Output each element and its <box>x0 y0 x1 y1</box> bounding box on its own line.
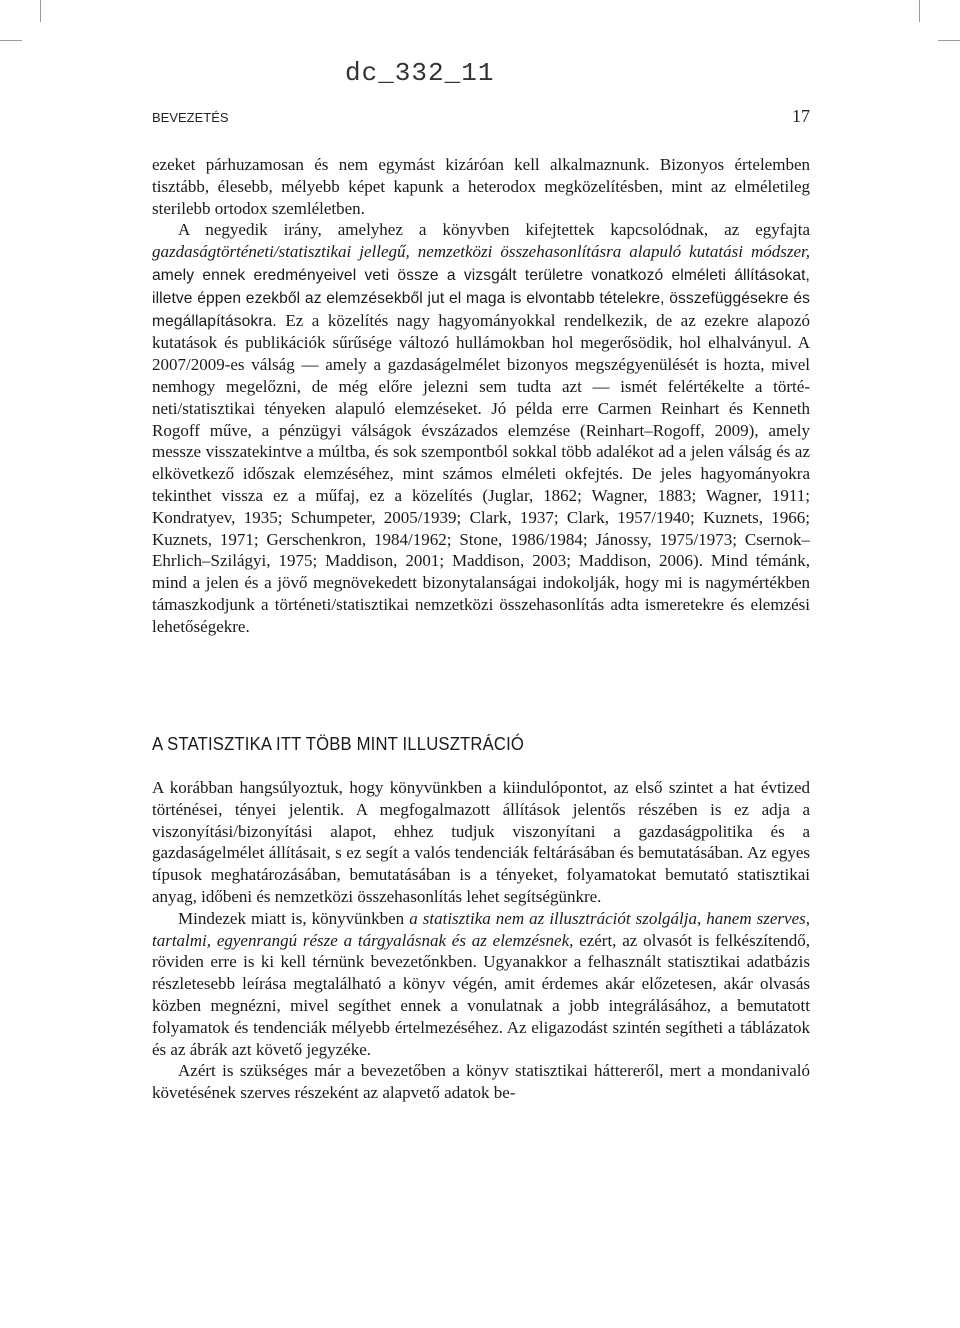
paragraph-text: A negyedik irány, amelyhez a könyvben kifejtettek kapcsolódnak, az egyfajta <box>178 220 810 240</box>
paragraph-text-sans: amely ennek eredményeivel veti össze a vizsgált területre vonatkozó elméleti állításokat, illetve éppen ezekből az elemzésekből jut el maga is elvontabb tételekre, összefüggésekre és megállapításokra. <box>152 266 810 330</box>
paragraph-emphasis: a statisztika nem az illusztrációt szolgálja, hanem szerves, tartalmi, egyenrangú része a tárgyalásnak és az elemzésnek, <box>152 908 810 950</box>
page-number: 17 <box>792 106 810 126</box>
paragraph <box>152 219 810 637</box>
crop-mark-top-right-h <box>938 40 960 41</box>
running-head: BEVEZETÉS <box>152 110 229 125</box>
crop-mark-top-left-v <box>40 0 41 22</box>
document-id: dc_332_11 <box>345 58 495 88</box>
section-heading: A STATISZTIKA ITT TÖBB MINT ILLUSZTRÁCIÓ <box>152 733 525 754</box>
crop-mark-top-left-h <box>0 40 22 41</box>
paragraph-text: ezért, az olvasót is felkészítendő, röviden erre is ki kell térnünk bevezetőnkben. Ugyanakkor a felhasznált statisztikai adatbázis részletesebb leírása megtalálható a könyv végén, amit érdemes akár előzetesen, akár olvasás közben megnézni, mivel segíthet ennek a vonulatnak a jobb integrálásához, a bemutatott folyamatok és tendenciák mélyebb értelmezéséhez. Az eligazodást szintén segítheti a táblázatok és az ábrák azt követő jegyzéke. <box>152 930 810 1059</box>
intro-text <box>152 154 810 638</box>
paragraph <box>152 908 810 1061</box>
paragraph: A korábban hangsúlyoztuk, hogy könyvünkben a kiindulópontot, az első szintet a hat évtized történései, tényei jelentik. A megfogalmazott állítások jelentős részében is ez adja a viszonyítási/bizonyítási alapot, ehhez tudjuk viszonyítani a gazdaságpolitika és a gazdaságelmélet állításait, s ez segít a valós tendenciák feltárásában és bemutatásában. Az egyes típusok meghatározásában, bemutatásában is a tényeket, folyamatokat bemutató statisztikai anyag, időbeni és nemzetközi összehasonlítás lehet segítségünkre. <box>152 778 810 906</box>
paragraph-text: Mindezek miatt is, könyvünkben <box>178 908 410 928</box>
paragraph: ezeket párhuzamosan és nem egymást kizáróan kell alkalmaznunk. Bizonyos értelemben tisztább, élesebb, mélyebb képet kapunk a heterodox megközelítésben, mint az elméletileg sterilebb ortodox szemléletben. <box>152 155 810 218</box>
paragraph-text: Ez a közelítés nagy hagyományokkal rendelkezik, de az ezekre alapozó kutatások és publikációk sűrűsége változó hullámokban hol megerősödik, hol elhalványul. A 2007/2009-es válság — amely a gazdaságelmélet bizonyos megszégyenülését is hozta, mivel nemhogy megelőzni, de még előre jelezni sem tudta azt — ismét felértékelte a történeti/statisztikai tényeken alapuló elemzéseket. Jó példa erre Carmen Reinhart és Kenneth Rogoff műve, a pénzügyi válságok évszázados elemzése (Reinhart–Rogoff, 2009), amely messze visszatekintve a múltba, és sok szempontból sokkal több adalékot ad a jelen válság és az elkövetkező időszak elemzéséhez, mint számos elméleti okfejtés. De jeles hagyományokra tekinthet vissza ez a műfaj, ez a közelítés (Juglar, 1862; Wagner, 1883; Wagner, 1911; Kondratyev, 1935; Schumpeter, 2005/1939; Clark, 1937; Clark, 1957/1940; Kuznets, 1966; Kuznets, 1971; Gerschenkron, 1984/1962; Stone, 1986/1984; Jánossy, 1975/1973; Csernok–Ehrlich–Szilágyi, 1975; Maddison, 2001; Maddison, 2003; Maddison, 2006). Mind témánk, mind a jelen és a jövő megnövekedett bizonytalanságai indokolják, hogy mi is nagymértékben támaszkodjunk a történeti/statisztikai nemzetközi összehasonlítás adta ismeretekre és elemzési lehetőségekre. <box>152 310 810 636</box>
paragraph-emphasis: gazdaságtörténeti/statisztikai jellegű, nemzetközi összehasonlításra alapuló kutatási módszer, <box>152 242 810 262</box>
section-text <box>152 777 810 1104</box>
paragraph: Azért is szükséges már a bevezetőben a könyv statisztikai háttereről, mert a mondanivaló követésének szerves részeként az alapvető adatok be- <box>152 1061 810 1103</box>
crop-mark-top-right-v <box>919 0 920 22</box>
